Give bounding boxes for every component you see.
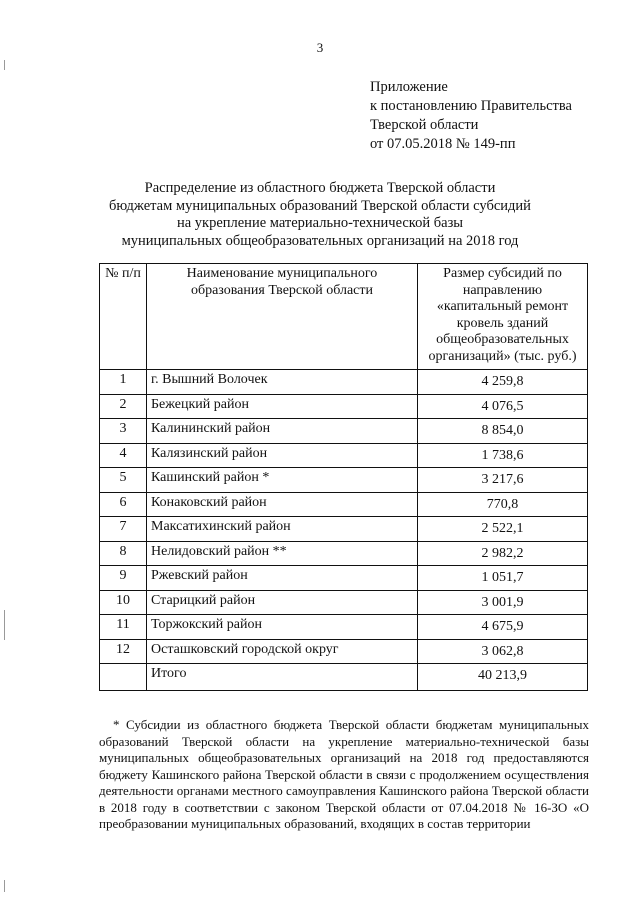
row-amount: 4 259,8 xyxy=(418,370,588,395)
row-name: Кашинский район * xyxy=(147,468,418,493)
row-num: 5 xyxy=(100,468,147,493)
table-row xyxy=(100,419,588,444)
row-amount: 3 217,6 xyxy=(418,468,588,493)
title-line: на укрепление материально-технической базы xyxy=(176,215,464,231)
margin-mark-middle xyxy=(4,610,5,640)
row-num: 3 xyxy=(100,419,147,444)
table-row xyxy=(100,541,588,566)
subsidies-table xyxy=(99,263,588,691)
appendix-line: к постановлению Правительства xyxy=(370,98,572,114)
appendix-line: Приложение xyxy=(370,79,448,95)
row-amount: 4 675,9 xyxy=(418,615,588,640)
document-title xyxy=(70,180,570,250)
row-num: 7 xyxy=(100,517,147,542)
appendix-line: от 07.05.2018 № 149-пп xyxy=(370,136,516,152)
margin-mark-top xyxy=(4,60,5,70)
row-num: 4 xyxy=(100,443,147,468)
row-amount: 1 051,7 xyxy=(418,566,588,591)
appendix-block xyxy=(370,78,572,154)
row-num: 10 xyxy=(100,590,147,615)
row-amount: 770,8 xyxy=(418,492,588,517)
row-name: Конаковский район xyxy=(147,492,418,517)
table-row xyxy=(100,615,588,640)
row-name: Калининский район xyxy=(147,419,418,444)
total-row xyxy=(100,664,588,691)
table-row xyxy=(100,443,588,468)
header-amount: Размер субсидий по направлению «капитальный ремонт кровель зданий общеобразовательных организаций» (тыс. руб.) xyxy=(418,264,588,370)
page-number: 3 xyxy=(316,40,324,55)
margin-mark-bottom xyxy=(4,880,5,892)
title-line: бюджетам муниципальных образований Тверской области субсидий xyxy=(109,197,531,214)
row-num: 8 xyxy=(100,541,147,566)
row-name: Торжокский район xyxy=(147,615,418,640)
total-num xyxy=(100,664,147,691)
row-amount: 3 001,9 xyxy=(418,590,588,615)
row-name: Калязинский район xyxy=(147,443,418,468)
total-label: Итого xyxy=(147,664,418,691)
row-num: 1 xyxy=(100,370,147,395)
table-row xyxy=(100,566,588,591)
header-name: Наименование муниципального образования Тверской области xyxy=(147,264,418,370)
row-num: 9 xyxy=(100,566,147,591)
row-name: Нелидовский район ** xyxy=(147,541,418,566)
row-amount: 1 738,6 xyxy=(418,443,588,468)
row-name: Максатихинский район xyxy=(147,517,418,542)
table-header-row xyxy=(100,264,588,370)
row-name: Осташковский городской округ xyxy=(147,639,418,664)
title-line: Распределение из областного бюджета Тверской области xyxy=(144,180,496,196)
row-amount: 3 062,8 xyxy=(418,639,588,664)
row-amount: 4 076,5 xyxy=(418,394,588,419)
appendix-line: Тверской области xyxy=(370,117,479,133)
table-row xyxy=(100,492,588,517)
row-name: Ржевский район xyxy=(147,566,418,591)
footnote: * Субсидии из областного бюджета Тверской области бюджетам муниципальных образований Тверской области на укрепление материально-технической базы муниципальных общеобразовательных организаций на 2018 год предоставляются бюджету Кашинского района Тверской области в связи с продолжением осуществления деятельности органами местного самоуправления Кашинского района Тверской области в 2018 году в соответствии с законом Тверской области от 07.04.2018 № 16-ЗО «О преобразовании муниципальных образований, входящих в состав территории xyxy=(99,717,589,831)
row-name: Старицкий район xyxy=(147,590,418,615)
row-amount: 8 854,0 xyxy=(418,419,588,444)
table-row xyxy=(100,370,588,395)
row-num: 6 xyxy=(100,492,147,517)
row-name: Бежецкий район xyxy=(147,394,418,419)
table-row xyxy=(100,394,588,419)
table-row xyxy=(100,517,588,542)
table-row xyxy=(100,468,588,493)
table-row xyxy=(100,639,588,664)
row-num: 11 xyxy=(100,615,147,640)
row-num: 12 xyxy=(100,639,147,664)
table-row xyxy=(100,590,588,615)
header-num: № п/п xyxy=(100,264,147,370)
total-amount: 40 213,9 xyxy=(418,664,588,691)
row-amount: 2 982,2 xyxy=(418,541,588,566)
title-line: муниципальных общеобразовательных организаций на 2018 год xyxy=(121,232,519,249)
row-num: 2 xyxy=(100,394,147,419)
row-amount: 2 522,1 xyxy=(418,517,588,542)
row-name: г. Вышний Волочек xyxy=(147,370,418,395)
